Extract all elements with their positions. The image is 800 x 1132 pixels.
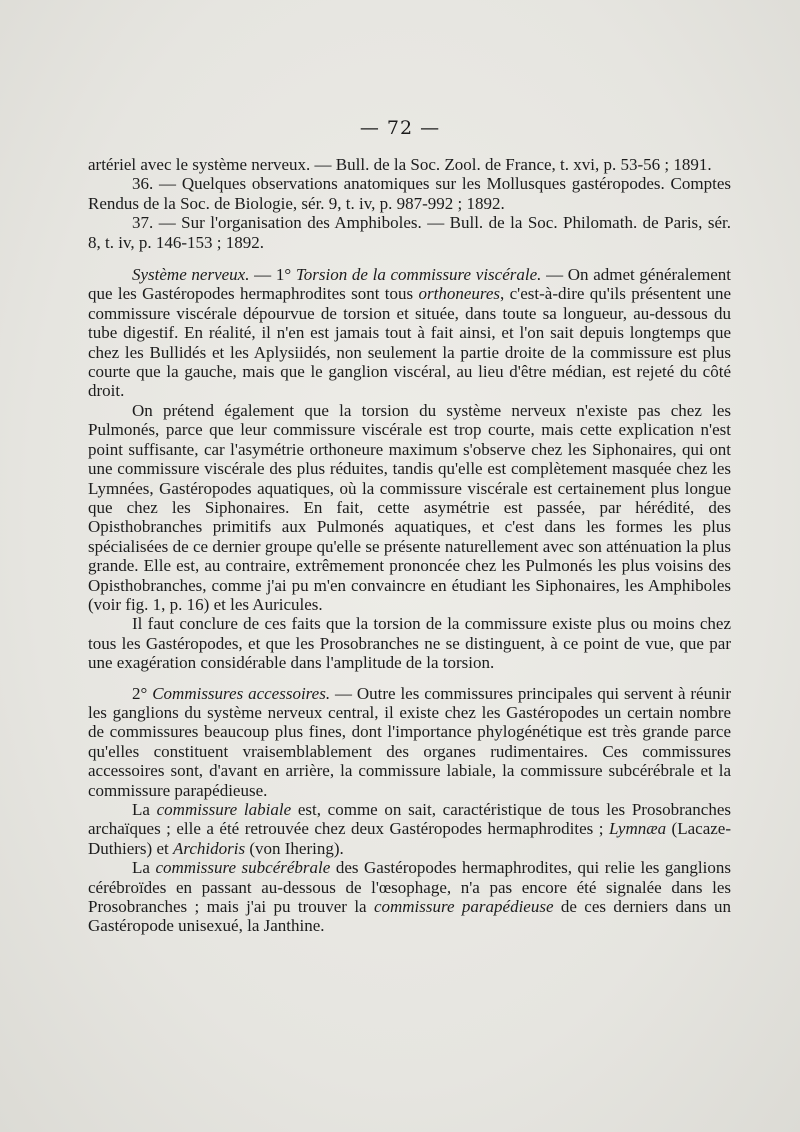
section-heading: Système nerveux. bbox=[132, 265, 250, 285]
paragraph-text: — On admet généralement que les Gastéropodes hermaphrodites sont tous bbox=[88, 265, 731, 304]
paragraph-text: — Outre les commissures principales qui servent à réunir les ganglions du système nerveux central, il existe chez les Gastéropodes un certain nombre de commissures beaucoup plus fines, dont l'importance phylogénétique est très grande parce qu'elles constituent vraisemblablement des organes rudimentaires. Ces commissures accessoires sont, d'avant en arrière, la commissure labiale, la commissure subcérébrale et la commissure parapédieuse. bbox=[88, 683, 731, 800]
paragraph-text: (Lacaze-Duthiers) et bbox=[88, 819, 731, 858]
italic-term: commissure labiale bbox=[156, 800, 292, 819]
paragraph-labiale bbox=[88, 800, 731, 858]
italic-term: commissure parapédieuse bbox=[373, 897, 554, 917]
italic-term: commissure subcérébrale bbox=[155, 858, 331, 878]
paragraph-text: de ces derniers dans un Gastéropode unisexué, la Janthine. bbox=[88, 897, 731, 936]
italic-genus: Archidoris bbox=[172, 838, 246, 858]
paragraph-text: (von Ihering). bbox=[245, 838, 344, 858]
paragraph-subcerebrale bbox=[88, 858, 731, 936]
paragraph-conclusion: Il faut conclure de ces faits que la torsion de la commissure existe plus ou moins chez tous les Gastéropodes, et que les Prosobranches ne se distinguent, à ce point de vue, que par une exagération considérable dans l'amplitude de la torsion. bbox=[88, 614, 731, 673]
page-number: — 72 — bbox=[359, 117, 441, 139]
paragraph-commissures-accessoires bbox=[88, 684, 731, 800]
italic-genus: Lymnæa bbox=[608, 819, 667, 839]
paragraph-text: est, comme on sait, caractéristique de tous les Prosobranches archaïques ; elle a été retrouvée chez deux Gastéropodes hermaphrodites ; bbox=[88, 800, 731, 839]
bibliography-entry: 36. — Quelques observations anatomiques sur les Mollusques gastéropodes. Comptes Rendus de la Soc. de Biologie, sér. 9, t. iv, p. 987-992 ; 1892. bbox=[88, 174, 731, 213]
paragraph-text: La bbox=[132, 800, 157, 819]
paragraph-text: des Gastéropodes hermaphrodites, qui relie les ganglions cérébroïdes en passant au-dessous de l'œsophage, n'a pas encore été signalée dans les Prosobranches ; mais j'ai pu trouver la bbox=[88, 858, 731, 917]
italic-term: orthoneures bbox=[418, 284, 501, 304]
body-text bbox=[88, 155, 731, 936]
subsection-heading: Torsion de la commissure viscérale. bbox=[295, 265, 542, 285]
paragraph-text: , c'est-à-dire qu'ils présentent une commissure viscérale dépourvue de torsion et située, dans toute sa longueur, au-dessous du tube digestif. En réalité, il n'en est jamais tout à fait ainsi, et l'on sait depuis longtemps que chez les Bullidés et les Aplysiidés, non seulement la partie droite de la commissure est plus courte que la gauche, mais que le ganglion viscéral, au lieu d'être médian, est rejeté du côté droit. bbox=[88, 284, 731, 401]
section-number: 2° bbox=[132, 683, 153, 703]
paragraph-torsion bbox=[88, 265, 731, 401]
subsection-heading: Commissures accessoires. bbox=[152, 683, 331, 703]
paragraph-text: La bbox=[132, 858, 156, 878]
separator: — 1° bbox=[249, 265, 296, 285]
paragraph-pulmones: On prétend également que la torsion du système nerveux n'existe pas chez les Pulmonés, parce que leur commissure viscérale est trop courte, mais cette explication n'est point suffisante, car l'asymétrie orthoneure maximum s'observe chez les Siphonaires, qui ont une commissure viscérale des plus réduites, tandis qu'elle est complètement masquée chez les Lymnées, Gastéropodes aquatiques, où la commissure viscérale est certainement plus longue que chez les Siphonaires. En fait, cette asymétrie est passée, par hérédité, des Opisthobranches primitifs aux Pulmonés aquatiques, et c'est dans les formes les plus spécialisées de ce dernier groupe qu'elle se présente naturellement avec son atténuation la plus grande. Elle est, au contraire, extrêmement prononcée chez les Pulmonés les plus voisins des Opisthobranches, comme j'ai pu m'en convaincre en étudiant les Siphonaires, les Amphiboles (voir fig. 1, p. 16) et les Auricules. bbox=[88, 400, 731, 614]
bibliography-entry: artériel avec le système nerveux. — Bull. de la Soc. Zool. de France, t. xvi, p. 53-56 ; 1891. bbox=[88, 155, 712, 174]
bibliography-entry: 37. — Sur l'organisation des Amphiboles. — Bull. de la Soc. Philomath. de Paris, sér. 8, t. iv, p. 146-153 ; 1892. bbox=[88, 213, 731, 252]
